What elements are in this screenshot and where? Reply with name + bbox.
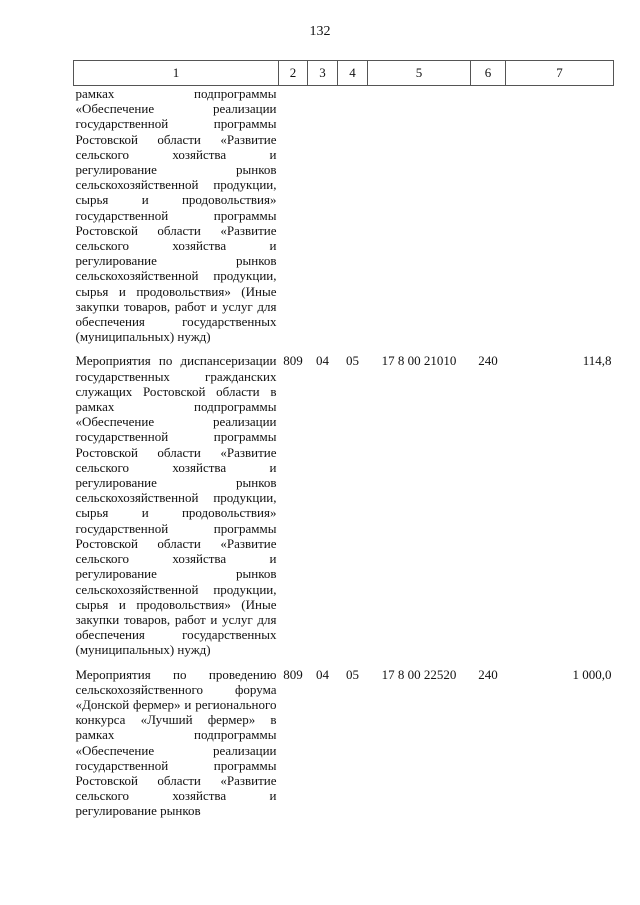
column-header: 4 xyxy=(338,61,368,86)
column-header: 6 xyxy=(471,61,506,86)
section-code-cell xyxy=(308,86,338,354)
page-number: 132 xyxy=(309,24,331,39)
section-code-cell: 04 xyxy=(316,666,329,682)
header-row xyxy=(74,61,614,86)
subsection-code-cell: 05 xyxy=(346,666,359,682)
column-header: 1 xyxy=(74,61,279,86)
table-row xyxy=(74,667,614,819)
amount-cell xyxy=(506,86,614,354)
ministry-code-cell: 809 xyxy=(283,353,303,369)
column-header: 7 xyxy=(506,61,614,86)
target-article-cell: 17 8 00 22520 xyxy=(381,666,457,682)
target-article-cell xyxy=(368,86,471,354)
expense-type-cell: 240 xyxy=(478,353,498,369)
row-name-cell: Мероприятия по диспансеризации государственных гражданских служащих Ростовской области в рамках подпрограммы «Обеспечение реализации государственной программы Ростовской области «Развитие сельского хозяйства и регулирование рынков сельскохозяйственной продукции, сырья и продовольствия» государственной программы Ростовской области «Развитие сельского хозяйства и регулирование рынков сельскохозяйственной продукции, сырья и продовольствия» (Иные закупки товаров, работ и услуг для обеспечения государственных (муниципальных) нужд) xyxy=(75,353,277,658)
column-header: 3 xyxy=(308,61,338,86)
ministry-code-cell: 809 xyxy=(283,666,303,682)
subsection-code-cell xyxy=(338,86,368,354)
amount-cell: 114,8 xyxy=(582,353,612,369)
expense-type-cell xyxy=(471,86,506,354)
budget-table xyxy=(73,60,614,819)
expense-type-cell: 240 xyxy=(478,666,498,682)
amount-cell: 1 000,0 xyxy=(572,666,612,682)
table-row xyxy=(74,86,614,354)
table-row xyxy=(74,353,614,666)
subsection-code-cell: 05 xyxy=(346,353,359,369)
column-header: 5 xyxy=(368,61,471,86)
target-article-cell: 17 8 00 21010 xyxy=(381,353,457,369)
ministry-code-cell xyxy=(279,86,308,354)
column-header: 2 xyxy=(279,61,308,86)
section-code-cell: 04 xyxy=(316,353,329,369)
row-name-cell: рамках подпрограммы «Обеспечение реализации государственной программы Ростовской области «Развитие сельского хозяйства и регулирование рынков сельскохозяйственной продукции, сырья и продовольствия» государственной программы Ростовской области «Развитие сельского хозяйства и регулирование рынков сельскохозяйственной продукции, сырья и продовольствия» (Иные закупки товаров, работ и услуг для обеспечения государственных (муниципальных) нужд) xyxy=(75,86,277,345)
row-name-cell: Мероприятия по проведению сельскохозяйственного форума «Донской фермер» и регионального конкурса «Лучший фермер» в рамках подпрограммы «Обеспечение реализации государственной программы Ростовской области «Развитие сельского хозяйства и регулирование рынков xyxy=(75,666,277,819)
